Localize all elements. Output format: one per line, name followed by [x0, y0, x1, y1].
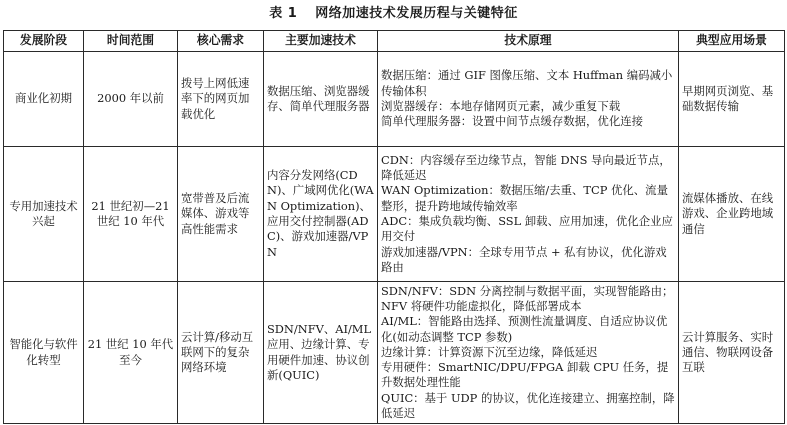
stage-cell: 专用加速技术兴起 [4, 147, 84, 282]
table-caption [0, 6, 787, 22]
principle-line: 游戏加速器/VPN：全球专用节点 + 私有协议，优化游戏路由 [381, 244, 667, 274]
tech-cell: SDN/NFV、AI/ML 应用、边缘计算、专用硬件加速、协议创新(QUIC) [264, 282, 378, 424]
time-cell: 2000 年以前 [84, 52, 178, 147]
tech-cell: 内容分发网络(CDN)、广域网优化(WAN Optimization)、应用交付控制器(ADC)、游戏加速器/VPN [264, 147, 378, 282]
time-cell: 21 世纪初—21 世纪 10 年代 [84, 147, 178, 282]
table-number: 表 1 [269, 6, 298, 21]
stage-cell: 智能化与软件化转型 [4, 282, 84, 424]
principle-cell [378, 52, 679, 147]
network-acceleration-table [3, 30, 785, 424]
principle-line: 专用硬件：SmartNIC/DPU/FPGA 卸载 CPU 任务，提升数据处理性能 [381, 360, 669, 390]
principle-line: SDN/NFV：SDN 分离控制与数据平面，实现智能路由；NFV 将硬件功能虚拟化，降低部署成本 [381, 283, 674, 313]
principle-cell [378, 147, 679, 282]
principle-cell [378, 282, 679, 424]
scenario-cell: 早期网页浏览、基础数据传输 [679, 52, 785, 147]
tech-cell: 数据压缩、浏览器缓存、简单代理服务器 [264, 52, 378, 147]
demand-cell: 宽带普及后流媒体、游戏等高性能需求 [178, 147, 264, 282]
column-header-principle: 技术原理 [378, 31, 679, 52]
column-header-stage: 发展阶段 [4, 31, 84, 52]
principle-line: ADC：集成负载均衡、SSL 卸载、应用加速，优化企业应用交付 [381, 214, 673, 244]
principle-line: QUIC：基于 UDP 的协议，优化连接建立、拥塞控制，降低延迟 [381, 390, 675, 421]
table-row [4, 52, 785, 147]
table-header-row [4, 31, 785, 52]
principle-line: 简单代理服务器：设置中间节点缓存数据，优化连接 [381, 114, 643, 129]
stage-cell: 商业化初期 [4, 52, 84, 147]
principle-line: 边缘计算：计算资源下沉至边缘，降低延迟 [381, 344, 598, 359]
principle-line: 浏览器缓存：本地存储网页元素，减少重复下载 [381, 99, 621, 113]
column-header-tech: 主要加速技术 [264, 31, 378, 52]
table-row [4, 282, 785, 424]
column-header-demand: 核心需求 [178, 31, 264, 52]
principle-line: CDN：内容缓存至边缘节点，智能 DNS 导向最近节点，降低延迟 [381, 152, 671, 183]
table-title: 网络加速技术发展历程与关键特征 [315, 6, 518, 21]
demand-cell: 拨号上网低速率下的网页加载优化 [178, 52, 264, 147]
scenario-cell: 流媒体播放、在线游戏、企业跨地域通信 [679, 147, 785, 282]
table-row [4, 147, 785, 282]
time-cell: 21 世纪 10 年代至今 [84, 282, 178, 424]
principle-line: WAN Optimization：数据压缩/去重、TCP 优化、流量整形，提升跨地域传输效率 [381, 183, 668, 213]
demand-cell: 云计算/移动互联网下的复杂网络环境 [178, 282, 264, 424]
column-header-time: 时间范围 [84, 31, 178, 52]
principle-line: AI/ML：智能路由选择、预测性流量调度、自适应协议优化(如动态调整 TCP 参数) [381, 314, 668, 344]
principle-line: 数据压缩：通过 GIF 图像压缩、文本 Huffman 编码减小传输体积 [381, 68, 673, 98]
column-header-scenario: 典型应用场景 [679, 31, 785, 52]
scenario-cell: 云计算服务、实时通信、物联网设备互联 [679, 282, 785, 424]
